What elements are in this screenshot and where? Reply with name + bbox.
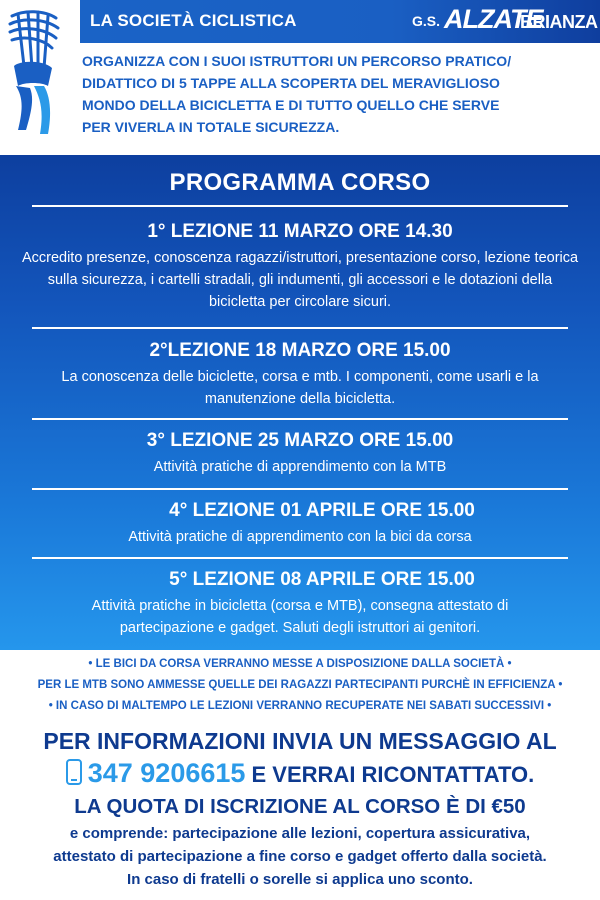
header <box>0 0 600 155</box>
lesson-description: Accredito presenze, conoscenza ragazzi/istruttori, presentazione corso, lezione teorica sulla sicurezza, i cartelli stradali, gli indumenti, gli accessori e le dotazioni della bicicletta per circolare sicuri. <box>21 250 579 310</box>
intro-line: PER VIVERLA IN TOTALE SICUREZZA. <box>82 119 340 135</box>
club-gs: G.S. <box>412 13 441 29</box>
fee-detail-line: e comprende: partecipazione alle lezioni, copertura assicurativa, <box>69 825 531 842</box>
contact-suffix: E VERRAI RICONTATTATO. <box>245 762 535 787</box>
club-area: BRIANZA <box>520 12 598 32</box>
contact-section <box>0 724 600 792</box>
fee-title: LA QUOTA DI ISCRIZIONE AL CORSO È DI €50 <box>74 795 526 818</box>
lesson-title: 4° LEZIONE 01 APRILE ORE 15.00 <box>169 500 475 521</box>
club-name: ALZATE <box>444 4 543 34</box>
lesson-title: 5° LEZIONE 08 APRILE ORE 15.00 <box>169 569 475 590</box>
lesson-description: Attività pratiche di apprendimento con la MTB <box>153 459 447 475</box>
lesson-4 <box>0 499 600 548</box>
club-label: LA SOCIETÀ CICLISTICA <box>90 11 297 30</box>
lesson-1 <box>0 220 600 313</box>
divider <box>32 327 568 329</box>
divider <box>32 557 568 559</box>
divider <box>32 488 568 490</box>
intro-line: DIDATTICO DI 5 TAPPE ALLA SCOPERTA DEL MERAVIGLIOSO <box>82 75 500 91</box>
intro-line: MONDO DELLA BICICLETTA E DI TUTTO QUELLO CHE SERVE <box>82 97 500 113</box>
lesson-2 <box>0 339 600 410</box>
cyclist-logo-icon <box>4 6 64 138</box>
contact-phone-line <box>0 756 600 792</box>
lesson-description: La conoscenza delle biciclette, corsa e mtb. I componenti, come usarli e la manutenzione della bicicletta. <box>61 369 539 407</box>
fee-section <box>0 793 600 891</box>
note-line: • LE BICI DA CORSA VERRANNO MESSE A DISPOSIZIONE DALLA SOCIETÀ • <box>88 658 512 670</box>
lesson-title: 3° LEZIONE 25 MARZO ORE 15.00 <box>146 430 454 451</box>
lesson-description: Attività pratiche di apprendimento con la bici da corsa <box>128 529 472 545</box>
phone-number[interactable]: 347 9206615 <box>87 758 246 788</box>
contact-line: PER INFORMAZIONI INVIA UN MESSAGGIO AL <box>43 728 557 754</box>
program-title: PROGRAMMA CORSO <box>169 169 431 196</box>
lesson-5 <box>0 568 600 639</box>
note-line: PER LE MTB SONO AMMESSE QUELLE DEI RAGAZZI PARTECIPANTI PURCHÈ IN EFFICIENZA • <box>37 679 563 691</box>
phone-icon <box>66 759 82 785</box>
lesson-title: 1° LEZIONE 11 MARZO ORE 14.30 <box>147 221 453 242</box>
intro-line: ORGANIZZA CON I SUOI ISTRUTTORI UN PERCORSO PRATICO/ <box>82 53 512 69</box>
divider <box>32 205 568 207</box>
program-panel <box>0 155 600 650</box>
lesson-3 <box>0 429 600 478</box>
fee-detail-line: attestato di partecipazione a fine corso e gadget offerto dalla società. <box>53 848 547 865</box>
fee-detail-line: In caso di fratelli o sorelle si applica uno sconto. <box>127 871 473 888</box>
title-bar <box>80 0 600 43</box>
lesson-title: 2°LEZIONE 18 MARZO ORE 15.00 <box>149 340 451 361</box>
note-line: • IN CASO DI MALTEMPO LE LEZIONI VERRANNO RECUPERATE NEI SABATI SUCCESSIVI • <box>48 700 552 712</box>
fee-details <box>0 822 600 891</box>
divider <box>32 418 568 420</box>
intro-text <box>82 50 597 138</box>
notes <box>0 654 600 717</box>
lesson-description: Attività pratiche in bicicletta (corsa e MTB), consegna attestato di partecipazione e gadget. Saluti degli istruttori ai genitori. <box>91 598 509 636</box>
